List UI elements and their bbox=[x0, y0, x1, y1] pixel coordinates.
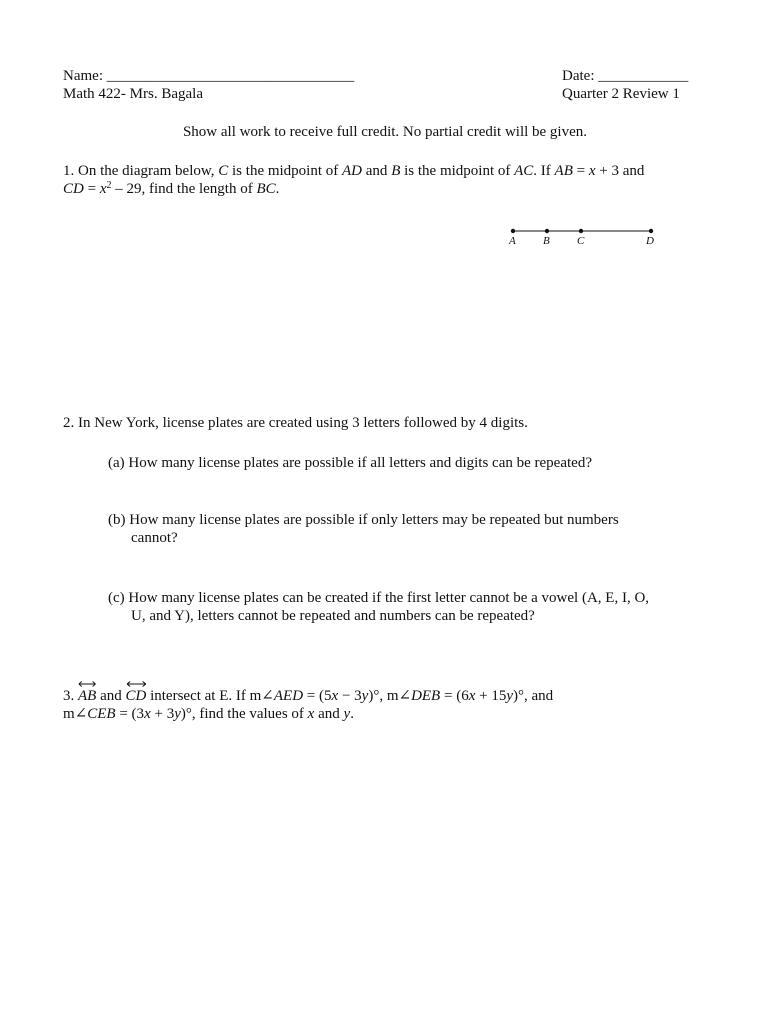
line-arrow-icon bbox=[78, 680, 96, 688]
question-2c-line-2: U, and Y), letters cannot be repeated and numbers can be repeated? bbox=[131, 608, 535, 624]
name-blank: _________________________________ bbox=[106, 68, 355, 84]
question-3-line-2: m∠CEB = (3x + 3y)°, find the values of x and y. bbox=[63, 706, 354, 722]
label-a: A bbox=[509, 235, 516, 247]
question-2b-line-2: cannot? bbox=[131, 530, 178, 546]
question-1-line-2: CD = $x^2 - 29$, find the length of BC. bbox=[63, 180, 280, 197]
question-2c-line-1: (c) How many license plates can be created if the first letter cannot be a vowel (A, E, I, O, bbox=[108, 590, 650, 606]
name-label: Name: bbox=[63, 68, 103, 84]
date-line bbox=[562, 67, 688, 85]
header-right bbox=[562, 67, 688, 103]
line-arrow-icon bbox=[126, 680, 147, 688]
point-c bbox=[579, 229, 583, 233]
question-2-stem: 2. In New York, license plates are created using 3 letters followed by 4 digits. bbox=[63, 415, 528, 431]
course-title: Math 422- Mrs. Bagala bbox=[63, 86, 203, 102]
header-left bbox=[63, 67, 354, 103]
date-blank: ____________ bbox=[598, 68, 689, 84]
label-d: D bbox=[646, 235, 654, 247]
label-c: C bbox=[577, 235, 585, 247]
point-a bbox=[511, 229, 515, 233]
name-line bbox=[63, 67, 354, 85]
instructions: Show all work to receive full credit. No partial credit will be given. bbox=[182, 124, 588, 140]
point-d bbox=[649, 229, 653, 233]
date-label: Date: bbox=[562, 68, 595, 84]
segment-diagram bbox=[500, 222, 670, 252]
question-2c bbox=[108, 589, 649, 625]
question-3-line-1: 3. AB and CD intersect at E. If m∠AED = (5x − 3y)°, m∠DEB = (6x + 15y)°, and bbox=[63, 687, 553, 705]
line-cd: CD bbox=[126, 687, 147, 705]
line-ab: AB bbox=[78, 687, 96, 705]
question-2a: (a) How many license plates are possible if all letters and digits can be repeated? bbox=[108, 455, 592, 471]
review-title: Quarter 2 Review 1 bbox=[562, 86, 680, 102]
question-3 bbox=[63, 687, 553, 723]
question-2b bbox=[108, 511, 619, 547]
question-1-line-1: 1. On the diagram below, C is the midpoint of AD and B is the midpoint of AC. If AB = x + 3 and bbox=[63, 163, 645, 179]
point-b bbox=[545, 229, 549, 233]
question-1 bbox=[63, 162, 644, 198]
question-2b-line-1: (b) How many license plates are possible if only letters may be repeated but numbers bbox=[108, 512, 619, 528]
label-b: B bbox=[543, 235, 550, 247]
